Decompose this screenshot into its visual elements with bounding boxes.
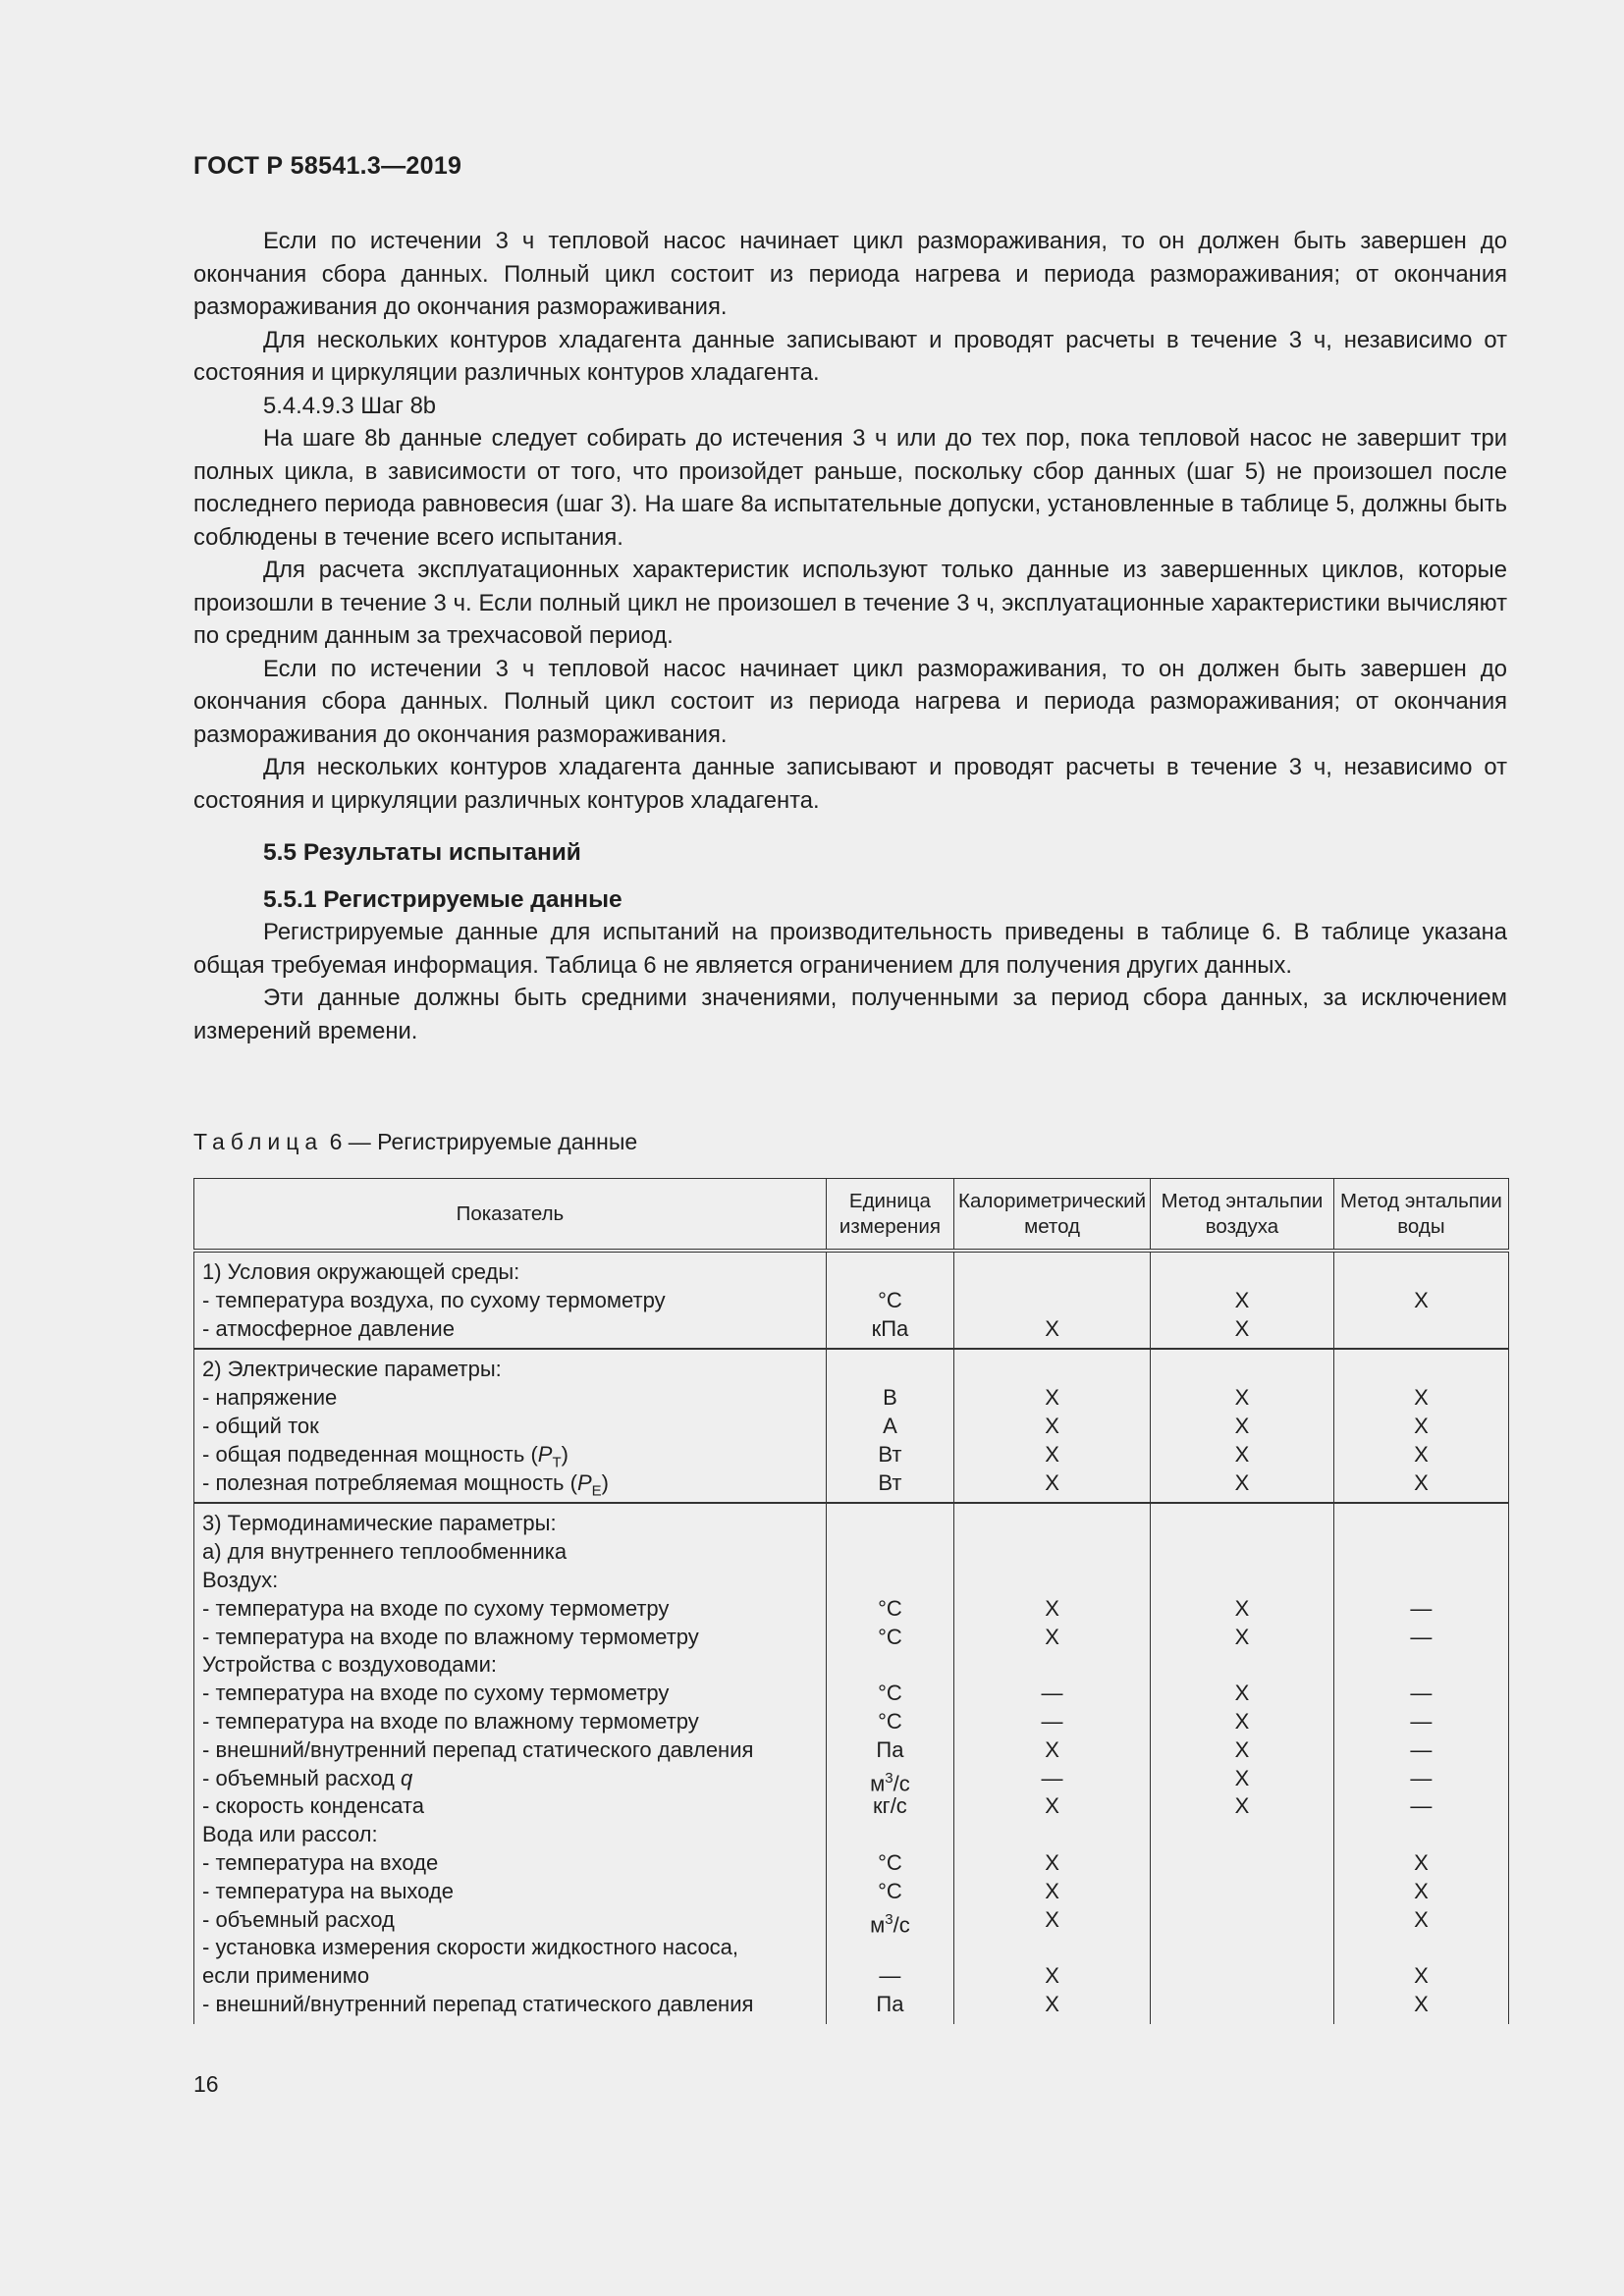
param-label: - температура на входе по сухому термометру <box>202 1595 670 1621</box>
unit-value: Вт <box>878 1441 902 1467</box>
mark: — <box>1041 1681 1063 1706</box>
mark: — <box>1410 1681 1433 1706</box>
subgroup-title: а) для внутреннего теплообменника <box>202 1539 568 1565</box>
header-water-enthalpy: Метод энтальпии воды <box>1333 1179 1508 1252</box>
mark: X <box>1414 1878 1429 1903</box>
mark: X <box>1234 1413 1250 1438</box>
subgroup-label: Вода или рассол: <box>202 1822 378 1847</box>
unit-value: °C <box>878 1708 902 1734</box>
mark: X <box>1234 1765 1250 1790</box>
unit-value: °C <box>878 1681 902 1706</box>
param-label: - внешний/внутренний перепад статического давления <box>202 1991 754 2016</box>
unit-value: Вт <box>878 1469 902 1495</box>
unit-value: °C <box>878 1849 902 1875</box>
mark: X <box>1234 1385 1250 1411</box>
mark: X <box>1414 1413 1429 1438</box>
mark: X <box>1234 1469 1250 1495</box>
mark: — <box>1410 1765 1433 1790</box>
param-label: - напряжение <box>202 1385 338 1411</box>
group-title: 1) Условия окружающей среды: <box>202 1259 520 1284</box>
param-label: - объемный расход <box>202 1906 395 1932</box>
mark: X <box>1414 1991 1429 2016</box>
mark: X <box>1234 1708 1250 1734</box>
mark: X <box>1234 1624 1250 1649</box>
mark: X <box>1045 1963 1059 1989</box>
unit-value: °C <box>878 1624 902 1649</box>
paragraph: На шаге 8b данные следует собирать до истечения 3 ч или до тех пор, пока тепловой насос не завершит три полных цикла, в зависимости от того, что произойдет раньше, поскольку сбор данных (шаг 5) не произошел после последнего периода равновесия (шаг 3). На шаге 8а испытательные допуски, установленные в таблице 5, должны быть соблюдены в течение всего испытания. <box>193 425 1507 551</box>
mark: X <box>1045 1736 1059 1762</box>
table-caption-word: Таблица <box>193 1129 324 1154</box>
param-label: если применимо <box>202 1963 370 1989</box>
mark: X <box>1045 1906 1059 1932</box>
mark <box>1153 1906 1331 1935</box>
unit-value: °C <box>878 1878 902 1903</box>
unit-value: кг/с <box>873 1793 907 1819</box>
paragraph: Регистрируемые данные для испытаний на производительность приведены в таблице 6. В таблице указана общая требуемая информация. Таблица 6 не является ограничением для получения других данных. <box>193 919 1507 979</box>
param-label: - объемный расход q <box>202 1765 413 1790</box>
param-label: - скорость конденсата <box>202 1793 424 1819</box>
unit-value: °C <box>878 1595 902 1621</box>
mark: X <box>1234 1793 1250 1819</box>
param-cell <box>194 1503 827 2023</box>
mark: X <box>1045 1441 1059 1467</box>
param-label: - температура на входе по сухому термометру <box>202 1681 670 1706</box>
water-enthalpy-cell <box>1333 1251 1508 1349</box>
mark: — <box>1041 1765 1063 1790</box>
unit-value: $м^3/с$ <box>870 1769 910 1795</box>
unit-cell <box>826 1349 953 1503</box>
table-row <box>194 1251 1509 1349</box>
mark: X <box>1414 1963 1429 1989</box>
mark: X <box>1045 1849 1059 1875</box>
param-label: - температура на выходе <box>202 1878 454 1903</box>
subsection-heading: 5.5.1 Регистрируемые данные <box>263 885 623 913</box>
unit-value: $м^3/с$ <box>870 1910 910 1937</box>
calorimetric-cell <box>954 1349 1151 1503</box>
air-enthalpy-cell <box>1151 1349 1334 1503</box>
mark: — <box>1410 1624 1433 1649</box>
subgroup-label: Устройства с воздуховодами: <box>202 1652 497 1678</box>
water-enthalpy-cell <box>1333 1503 1508 2023</box>
mark: X <box>1045 1595 1059 1621</box>
table-row <box>194 1349 1509 1503</box>
table-row <box>194 1503 1509 2023</box>
header-calorimetric: Калориметрический метод <box>954 1179 1151 1252</box>
unit-value: В <box>883 1385 897 1411</box>
paragraph: Для нескольких контуров хладагента данные записывают и проводят расчеты в течение 3 ч, независимо от состояния и циркуляции различных контуров хладагента. <box>193 754 1507 814</box>
param-label: - атмосферное давление <box>202 1315 455 1341</box>
subgroup-label: Воздух: <box>202 1567 279 1592</box>
param-label: - установка измерения скорости жидкостного насоса, <box>202 1935 739 1960</box>
unit-cell <box>826 1503 953 2023</box>
paragraph: Если по истечении 3 ч тепловой насос начинает цикл размораживания, то он должен быть завершен до окончания сбора данных. Полный цикл состоит из периода нагрева и периода размораживания; от окончания размораживания до окончания размораживания. <box>193 655 1507 748</box>
mark <box>1153 1878 1331 1906</box>
document-header: ГОСТ Р 58541.3—2019 <box>193 152 462 180</box>
calorimetric-cell <box>954 1503 1151 2023</box>
section-heading: 5.5 Результаты испытаний <box>263 839 581 866</box>
mark: X <box>1045 1469 1059 1495</box>
mark: — <box>1041 1708 1063 1734</box>
paragraph: Для расчета эксплуатационных характеристик используют только данные из завершенных циклов, которые произошли в течение 3 ч. Если полный цикл не произошел в течение 3 ч, эксплуатационные характеристики вычисляют по средним данным за трехчасовой период. <box>193 557 1507 649</box>
mark: X <box>1045 1878 1059 1903</box>
mark: X <box>1234 1736 1250 1762</box>
header-unit: Единица измерения <box>826 1179 953 1252</box>
group-title: 2) Электрические параметры: <box>202 1357 502 1382</box>
table-caption <box>193 1129 637 1155</box>
air-enthalpy-cell <box>1151 1503 1334 2023</box>
mark: — <box>1410 1736 1433 1762</box>
param-label: - температура на входе <box>202 1849 439 1875</box>
data-table <box>193 1178 1509 2024</box>
body-text <box>193 225 1507 1047</box>
mark: X <box>1414 1441 1429 1467</box>
mark: X <box>1045 1624 1059 1649</box>
mark: X <box>1045 1413 1059 1438</box>
param-label: - температура на входе по влажному термометру <box>202 1708 699 1734</box>
mark: X <box>1045 1315 1059 1341</box>
unit-value: кПа <box>871 1315 909 1341</box>
mark: X <box>1234 1681 1250 1706</box>
unit-value: — <box>879 1963 901 1989</box>
water-enthalpy-cell <box>1333 1349 1508 1503</box>
mark: X <box>1045 1385 1059 1411</box>
mark: X <box>1234 1287 1250 1312</box>
unit-value: Па <box>876 1991 904 2016</box>
unit-value: А <box>883 1413 897 1438</box>
calorimetric-cell <box>954 1251 1151 1349</box>
air-enthalpy-cell <box>1151 1251 1334 1349</box>
mark: X <box>1414 1469 1429 1495</box>
mark: X <box>1234 1315 1250 1341</box>
mark: — <box>1410 1708 1433 1734</box>
mark <box>1153 1991 1331 2019</box>
mark <box>1336 1315 1506 1344</box>
group-title: 3) Термодинамические параметры: <box>202 1511 557 1536</box>
header-parameter: Показатель <box>194 1179 827 1252</box>
mark: X <box>1045 1991 1059 2016</box>
mark: X <box>1414 1906 1429 1932</box>
mark: X <box>1234 1595 1250 1621</box>
header-air-enthalpy: Метод энтальпии воздуха <box>1151 1179 1334 1252</box>
paragraph: Если по истечении 3 ч тепловой насос начинает цикл размораживания, то он должен быть завершен до окончания сбора данных. Полный цикл состоит из периода нагрева и периода размораживания; от окончания размораживания до окончания размораживания. <box>193 228 1507 320</box>
param-label: - общая подведенная мощность $(P_T)$ <box>202 1441 568 1471</box>
unit-cell <box>826 1251 953 1349</box>
mark: — <box>1410 1595 1433 1621</box>
param-cell <box>194 1349 827 1503</box>
mark: — <box>1410 1793 1433 1819</box>
mark: X <box>1414 1385 1429 1411</box>
mark: X <box>1234 1441 1250 1467</box>
param-label: - температура воздуха, по сухому термометру <box>202 1287 666 1312</box>
page-number: 16 <box>193 2071 219 2097</box>
param-label: - внешний/внутренний перепад статического давления <box>202 1736 754 1762</box>
unit-value: Па <box>876 1736 904 1762</box>
paragraph: Эти данные должны быть средними значениями, полученными за период сбора данных, за исключением измерений времени. <box>193 985 1507 1044</box>
mark <box>956 1287 1148 1315</box>
param-label: - общий ток <box>202 1413 319 1438</box>
mark: X <box>1414 1849 1429 1875</box>
table-header-row <box>194 1179 1509 1252</box>
param-cell <box>194 1251 827 1349</box>
mark: X <box>1045 1793 1059 1819</box>
mark <box>1153 1962 1331 1991</box>
param-label: - температура на входе по влажному термометру <box>202 1624 699 1649</box>
unit-value: °C <box>878 1287 902 1312</box>
clause-number: 5.4.4.9.3 Шаг 8b <box>263 392 437 419</box>
param-label: - полезная потребляемая мощность $(P_E)$ <box>202 1469 609 1499</box>
mark: X <box>1414 1287 1429 1312</box>
mark <box>1153 1849 1331 1878</box>
table-caption-title: 6 — Регистрируемые данные <box>329 1129 638 1154</box>
paragraph: Для нескольких контуров хладагента данные записывают и проводят расчеты в течение 3 ч, независимо от состояния и циркуляции различных контуров хладагента. <box>193 326 1507 386</box>
